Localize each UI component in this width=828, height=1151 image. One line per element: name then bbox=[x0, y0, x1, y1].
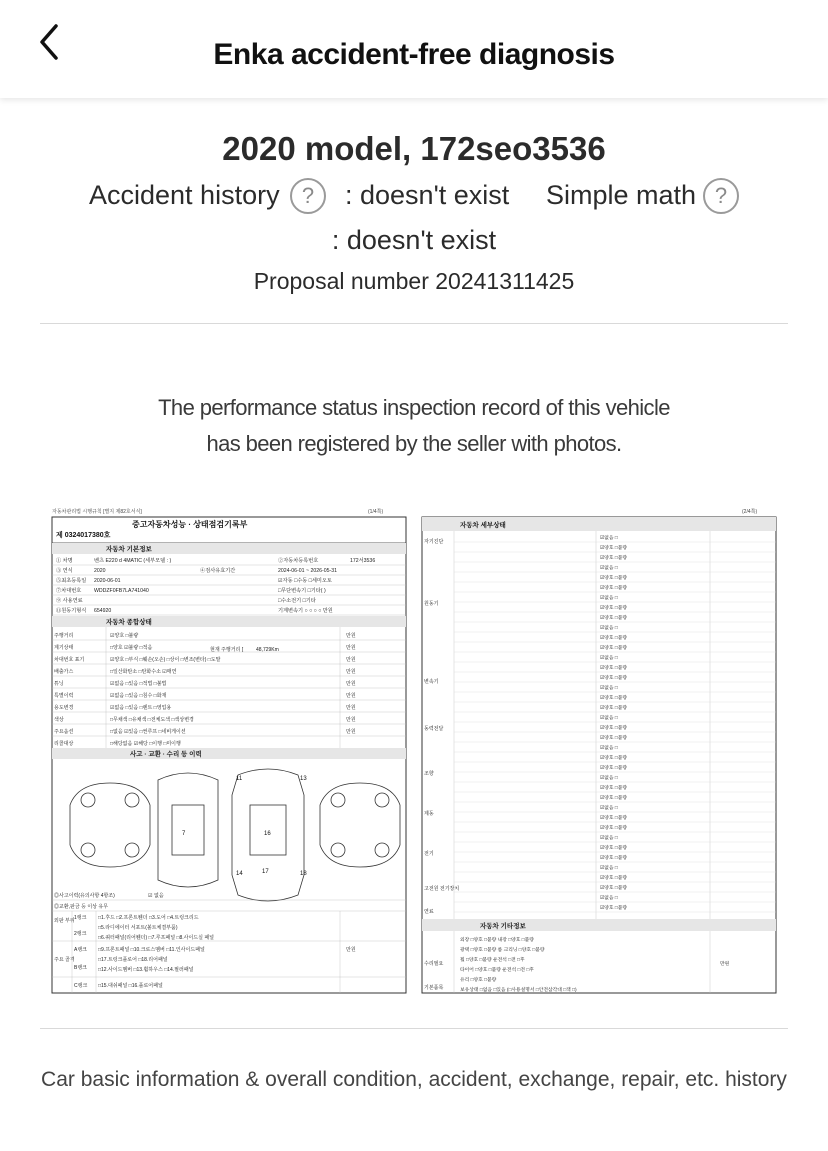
svg-text:18: 18 bbox=[300, 871, 307, 877]
doc-left-unit: 만원 bbox=[346, 947, 356, 953]
doc-self-diag: 자기진단 bbox=[424, 539, 444, 545]
car-diagram bbox=[70, 769, 400, 901]
doc-row-status: ☑양호 □불량 bbox=[600, 546, 628, 551]
doc-main-label: 주요 골격 bbox=[54, 957, 75, 963]
doc-row-status: ☑양호 □불량 bbox=[600, 646, 628, 651]
svg-text:☑없음 □있음 □침수 □화재: ☑없음 □있음 □침수 □화재 bbox=[110, 693, 167, 699]
divider bbox=[40, 1028, 788, 1029]
doc-no-accident: 없음 bbox=[154, 893, 164, 899]
doc-row-status: ☑없음 □ bbox=[600, 536, 618, 541]
page-title: Enka accident-free diagnosis bbox=[213, 38, 615, 71]
doc-left-formno: 제 0324017380호 bbox=[56, 532, 111, 539]
doc-left-title: 중고자동차성능 · 상태점검기록부 bbox=[132, 520, 248, 529]
doc-vin: WDDZF0FB7LA741040 bbox=[94, 588, 149, 594]
doc-row-status: ☑양호 □불량 bbox=[600, 706, 628, 711]
svg-text:⑨ 사용연료: ⑨ 사용연료 bbox=[56, 598, 83, 604]
doc-power-label: 동력전달 bbox=[424, 726, 444, 732]
doc-engine: 654920 bbox=[94, 608, 112, 614]
doc-row-status: ☑없음 □ bbox=[600, 686, 618, 691]
svg-text:광택 □양호 □불량 룸 크리닝 □양호 □불량: 광택 □양호 □불량 룸 크리닝 □양호 □불량 bbox=[460, 948, 545, 953]
svg-text:☑자동 □수동 □세미오토: ☑자동 □수동 □세미오토 bbox=[278, 578, 332, 584]
doc-row-status: ☑양호 □불량 bbox=[600, 616, 628, 621]
doc-rank-c: C랭크 bbox=[74, 983, 88, 989]
svg-text:만원: 만원 bbox=[346, 729, 356, 735]
doc-rank1: 1랭크 bbox=[74, 915, 87, 921]
doc-brake-label: 제동 bbox=[424, 811, 434, 817]
doc-basic-label: 기본품목 bbox=[424, 985, 444, 991]
svg-text:17: 17 bbox=[262, 869, 269, 875]
svg-text:⑦차대번호: ⑦차대번호 bbox=[56, 588, 82, 594]
doc-row-status: ☑없음 □ bbox=[600, 806, 618, 811]
svg-text:튜닝: 튜닝 bbox=[54, 681, 64, 687]
accident-history-value: : doesn't exist bbox=[345, 180, 510, 210]
doc-left-basic-section: 자동차 기본정보 bbox=[106, 546, 152, 553]
svg-text:기계변속기 ○ ○ ○ ○ 만원: 기계변속기 ○ ○ ○ ○ 만원 bbox=[278, 608, 333, 614]
svg-text:□수소전기 □기타: □수소전기 □기타 bbox=[278, 598, 316, 604]
doc-row-status: ☑양호 □불량 bbox=[600, 856, 628, 861]
svg-text:배출가스: 배출가스 bbox=[54, 669, 74, 675]
doc-right-other-section: 자동차 기타정보 bbox=[480, 923, 526, 930]
svg-text:① 차명: ① 차명 bbox=[56, 558, 73, 564]
description-line-2: has been registered by the seller with photos. bbox=[206, 431, 622, 456]
doc-repair-label: 수리필요 bbox=[424, 961, 444, 967]
doc-row-status: ☑양호 □불량 bbox=[600, 786, 628, 791]
doc-row-status: ☑양호 □불량 bbox=[600, 606, 628, 611]
doc-row-status: ☑양호 □불량 bbox=[600, 636, 628, 641]
accident-history-label: Accident history bbox=[89, 180, 280, 210]
doc-rank-b: B랭크 bbox=[74, 965, 87, 971]
doc-row-status: ☑없음 □ bbox=[600, 656, 618, 661]
doc-engine-label: 원동기 bbox=[424, 601, 439, 607]
doc-row-status: ☑양호 □불량 bbox=[600, 846, 628, 851]
inspection-record-page-1[interactable] bbox=[50, 505, 408, 995]
doc-row-status: ☑없음 □ bbox=[600, 746, 618, 751]
documents-caption: Car basic information & overall condition, accident, exchange, repair, etc. history bbox=[41, 1068, 787, 1091]
svg-text:휠 □양호 □불량 운전석 □전 □후: 휠 □양호 □불량 운전석 □전 □후 bbox=[460, 958, 525, 963]
svg-text:만원: 만원 bbox=[346, 681, 356, 687]
svg-text:□무단변속기 □기타( ): □무단변속기 □기타( ) bbox=[278, 588, 326, 594]
svg-text:□15.대쉬패널 □16.플로어패널: □15.대쉬패널 □16.플로어패널 bbox=[98, 983, 163, 989]
inspection-description bbox=[0, 390, 828, 462]
doc-right-unit: 만원 bbox=[720, 962, 730, 967]
svg-text:⑪원동기형식: ⑪원동기형식 bbox=[56, 608, 87, 614]
svg-text:□12.사이드멤버 □13.휠하우스 □14.필러패널: □12.사이드멤버 □13.휠하우스 □14.필러패널 bbox=[98, 967, 194, 973]
doc-left-overall-section: 자동차 종합상태 bbox=[106, 619, 152, 626]
doc-row-status: ☑양호 □불량 bbox=[600, 816, 628, 821]
svg-text:만원: 만원 bbox=[346, 633, 356, 639]
svg-text:주요옵션: 주요옵션 bbox=[54, 729, 74, 735]
doc-left-accident-section: 사고 · 교환 · 수리 등 이력 bbox=[130, 751, 202, 758]
svg-text:만원: 만원 bbox=[346, 645, 356, 651]
svg-text:타이어 □양호 □불량 운전석 □전 □후: 타이어 □양호 □불량 운전석 □전 □후 bbox=[460, 968, 534, 973]
svg-text:②자동차등록번호: ②자동차등록번호 bbox=[278, 558, 319, 564]
svg-text:☑없음 □있음 □적법 □불법: ☑없음 □있음 □적법 □불법 bbox=[110, 681, 167, 687]
vehicle-model-plate: 2020 model, 172seo3536 bbox=[222, 130, 606, 167]
doc-first-reg: 2020-06-01 bbox=[94, 578, 121, 584]
doc-plate: 172서3536 bbox=[350, 558, 376, 564]
doc-row-status: ☑없음 □ bbox=[600, 866, 618, 871]
doc-rank-a: A랭크 bbox=[74, 947, 87, 953]
doc-row-status: ☑없음 □ bbox=[600, 836, 618, 841]
svg-text:□1.후드 □2.프론트휀더 □3.도어 □4.트렁크리드: □1.후드 □2.프론트휀더 □3.도어 □4.트렁크리드 bbox=[98, 915, 199, 921]
simple-math-help-icon[interactable]: ? bbox=[703, 178, 739, 214]
svg-text:☑: ☑ bbox=[148, 893, 153, 899]
svg-text:7: 7 bbox=[182, 831, 186, 837]
svg-text:☑없음 □있음 □렌트 □영업용: ☑없음 □있음 □렌트 □영업용 bbox=[110, 705, 172, 711]
doc-row-status: ☑양호 □불량 bbox=[600, 586, 628, 591]
doc-left-page: (1/4쪽) bbox=[368, 509, 384, 515]
doc-row-status: ☑없음 □ bbox=[600, 716, 618, 721]
svg-text:리콜대상: 리콜대상 bbox=[54, 741, 74, 747]
doc-year: 2020 bbox=[94, 568, 106, 574]
doc-rank2: 2랭크 bbox=[74, 931, 87, 937]
accident-help-icon[interactable]: ? bbox=[290, 178, 326, 214]
doc-hv-label: 고전원 전기장치 bbox=[424, 886, 460, 892]
doc-row-status: ☑양호 □불량 bbox=[600, 576, 628, 581]
svg-text:만원: 만원 bbox=[346, 657, 356, 663]
svg-text:만원: 만원 bbox=[346, 717, 356, 723]
svg-text:□양호 ☑불량 □적음: □양호 ☑불량 □적음 bbox=[110, 645, 153, 651]
doc-row-status: ☑양호 □불량 bbox=[600, 736, 628, 741]
doc-car-name: 벤츠 E220 d 4MATIC (세부모델 : ) bbox=[94, 558, 172, 564]
svg-text:☑양호 □부식 □훼손(오손) □상이 □변조(변타) □도: ☑양호 □부식 □훼손(오손) □상이 □변조(변타) □도말 bbox=[110, 657, 221, 663]
doc-right-page: (2/4쪽) bbox=[742, 509, 758, 515]
doc-exchange-label: 외판 부위 bbox=[54, 918, 75, 924]
doc-row-status: ☑없음 □ bbox=[600, 776, 618, 781]
svg-text:색상: 색상 bbox=[54, 717, 64, 723]
doc-transmission-label: 변속기 bbox=[424, 679, 439, 685]
doc-row-status: ☑양호 □불량 bbox=[600, 766, 628, 771]
svg-text:④검사유효기간: ④검사유효기간 bbox=[200, 568, 236, 574]
proposal-number: Proposal number 20241311425 bbox=[253, 268, 575, 294]
app-header bbox=[0, 0, 828, 98]
doc-electric-label: 전기 bbox=[424, 851, 434, 857]
doc-row-status: ☑양호 □불량 bbox=[600, 556, 628, 561]
svg-text:계기상태: 계기상태 bbox=[54, 645, 74, 651]
svg-text:□일산화탄소 □탄화수소 ☑매연: □일산화탄소 □탄화수소 ☑매연 bbox=[110, 669, 177, 675]
doc-steering-label: 조향 bbox=[424, 771, 434, 777]
svg-text:□9.프론트패널 □10.크로스멤버 □11.인사이드패널: □9.프론트패널 □10.크로스멤버 □11.인사이드패널 bbox=[98, 947, 205, 953]
doc-row-status: ☑없음 □ bbox=[600, 596, 618, 601]
doc-row-status: ☑없음 □ bbox=[600, 626, 618, 631]
svg-text:☑양호 □불량: ☑양호 □불량 bbox=[110, 633, 139, 639]
doc-row-status: ☑양호 □불량 bbox=[600, 756, 628, 761]
svg-text:◎사고이력(유의사항 4항조): ◎사고이력(유의사항 4항조) bbox=[54, 893, 115, 899]
doc-valid: 2024-06-01 ~ 2026-05-31 bbox=[278, 568, 337, 574]
svg-text:□무채색 □유채색 □전체도색 □색상변경: □무채색 □유채색 □전체도색 □색상변경 bbox=[110, 717, 194, 723]
description-line-1: The performance status inspection record of this vehicle bbox=[158, 395, 670, 420]
svg-text:현재 주행거리 [: 현재 주행거리 [ bbox=[210, 647, 244, 653]
svg-text:□해당없음 ☑해당 □이행 □미이행: □해당없음 ☑해당 □이행 □미이행 bbox=[110, 741, 181, 747]
svg-text:□5.라디에이터 서포트(볼트체결부품): □5.라디에이터 서포트(볼트체결부품) bbox=[98, 925, 178, 931]
svg-text:□17.트렁크플로어 □18.리어패널: □17.트렁크플로어 □18.리어패널 bbox=[98, 957, 168, 963]
doc-row-status: ☑양호 □불량 bbox=[600, 796, 628, 801]
svg-text:만원: 만원 bbox=[346, 705, 356, 711]
svg-text:만원: 만원 bbox=[346, 693, 356, 699]
simple-math-label: Simple math bbox=[546, 180, 697, 210]
doc-row-status: ☑양호 □불량 bbox=[600, 906, 628, 911]
svg-text:□없음 ☑있음 □썬루프 □네비게이션: □없음 ☑있음 □썬루프 □네비게이션 bbox=[110, 729, 186, 735]
svg-text:유리 □양호 □불량: 유리 □양호 □불량 bbox=[460, 978, 497, 983]
svg-text:◎교환,판금 등 이상 유무: ◎교환,판금 등 이상 유무 bbox=[54, 904, 109, 910]
svg-text:특별이력: 특별이력 bbox=[54, 693, 74, 699]
svg-text:16: 16 bbox=[264, 831, 271, 837]
doc-row-status: ☑양호 □불량 bbox=[600, 666, 628, 671]
svg-text:만원: 만원 bbox=[346, 669, 356, 675]
doc-row-status: ☑양호 □불량 bbox=[600, 696, 628, 701]
svg-text:보유상태 □없음 □있음 (□사용설명서 □안전삼각대 □잭: 보유상태 □없음 □있음 (□사용설명서 □안전삼각대 □잭 □) bbox=[460, 988, 577, 993]
doc-right-detail-section: 자동차 세부상태 bbox=[460, 522, 506, 529]
svg-text:③ 연식: ③ 연식 bbox=[56, 568, 73, 574]
doc-mileage: 48,729Km bbox=[256, 647, 279, 653]
svg-text:11: 11 bbox=[236, 776, 243, 782]
svg-text:□6.쿼터패널(리어휀더) □7.루프패널 □8.사이드실: □6.쿼터패널(리어휀더) □7.루프패널 □8.사이드실 패널 bbox=[98, 935, 215, 941]
doc-fuel-label: 연료 bbox=[424, 909, 434, 915]
svg-text:외장 □양호 □불량 내장 □양호 □불량: 외장 □양호 □불량 내장 □양호 □불량 bbox=[460, 938, 534, 943]
divider bbox=[40, 323, 788, 324]
svg-text:⑤최초등록일: ⑤최초등록일 bbox=[56, 578, 87, 584]
inspection-record-page-2[interactable] bbox=[420, 505, 778, 995]
history-row bbox=[0, 180, 828, 216]
svg-text:주행거리: 주행거리 bbox=[54, 633, 74, 639]
doc-row-status: ☑양호 □불량 bbox=[600, 726, 628, 731]
doc-row-status: ☑양호 □불량 bbox=[600, 876, 628, 881]
svg-text:차대번호 표기: 차대번호 표기 bbox=[54, 657, 85, 663]
svg-text:13: 13 bbox=[300, 776, 307, 782]
svg-text:용도변경: 용도변경 bbox=[54, 705, 74, 711]
doc-row-status: ☑양호 □불량 bbox=[600, 676, 628, 681]
doc-row-status: ☑없음 □ bbox=[600, 896, 618, 901]
doc-row-status: ☑양호 □불량 bbox=[600, 826, 628, 831]
doc-row-status: ☑양호 □불량 bbox=[600, 886, 628, 891]
svg-text:자동차관리법 시행규칙 [별지 제82호서식]: 자동차관리법 시행규칙 [별지 제82호서식] bbox=[52, 509, 142, 515]
simple-math-value: : doesn't exist bbox=[331, 225, 497, 255]
doc-row-status: ☑없음 □ bbox=[600, 566, 618, 571]
svg-text:14: 14 bbox=[236, 871, 243, 877]
